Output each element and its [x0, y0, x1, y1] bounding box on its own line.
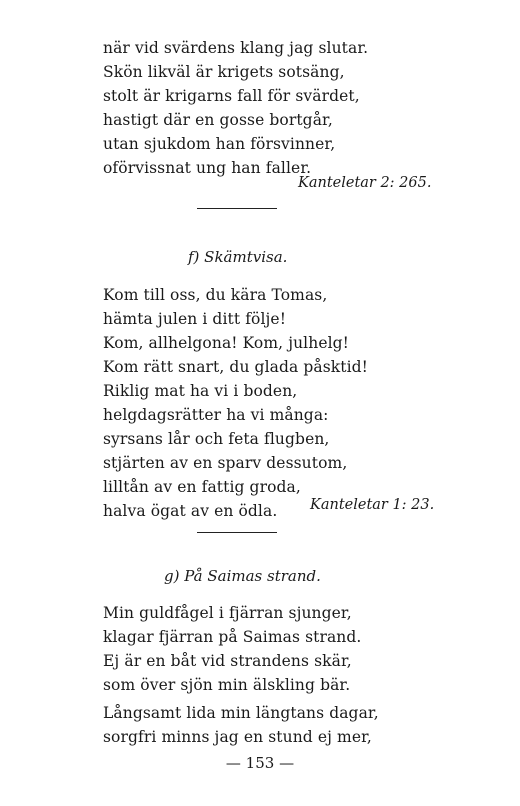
verse-line: halva ögat av en ödla. — [103, 502, 278, 520]
verse-line: lilltån av en fattig groda, — [103, 478, 301, 496]
verse-line: klagar fjärran på Saimas strand. — [103, 628, 362, 646]
verse-line: Riklig mat ha vi i boden, — [103, 382, 298, 400]
verse-line: Kom till oss, du kära Tomas, — [103, 286, 328, 304]
verse-line: utan sjukdom han försvinner, — [103, 135, 336, 153]
verse-line: oförvissnat ung han faller. — [103, 159, 312, 177]
verse-line: som över sjön min älskling bär. — [103, 676, 351, 694]
verse-line: Kom, allhelgona! Kom, julhelg! — [103, 334, 350, 352]
verse-line: Långsamt lida min längtans dagar, — [103, 704, 379, 722]
verse-line: Min guldfågel i fjärran sjunger, — [103, 604, 352, 622]
source-citation: Kanteletar 2: 265. — [298, 175, 432, 191]
verse-line: hastigt där en gosse bortgår, — [103, 111, 333, 129]
verse-line: hämta julen i ditt följe! — [103, 310, 287, 328]
verse-line: stjärten av en sparv dessutom, — [103, 454, 348, 472]
source-citation: Kanteletar 1: 23. — [310, 497, 435, 513]
verse-line: helgdagsrätter ha vi många: — [103, 406, 329, 424]
verse-line: när vid svärdens klang jag slutar. — [103, 39, 369, 57]
section-divider — [197, 532, 277, 533]
verse-line: Kom rätt snart, du glada påsktid! — [103, 358, 369, 376]
section-divider — [197, 208, 277, 209]
section-heading: g) På Saimas strand. — [164, 567, 321, 585]
verse-line: stolt är krigarns fall för svärdet, — [103, 87, 360, 105]
page-number: — 153 — — [225, 754, 295, 772]
verse-line: Skön likväl är krigets sotsäng, — [103, 63, 345, 81]
verse-line: sorgfri minns jag en stund ej mer, — [103, 728, 372, 746]
verse-line: syrsans lår och feta flugben, — [103, 430, 330, 448]
verse-line: Ej är en båt vid strandens skär, — [103, 652, 352, 670]
section-heading: f) Skämtvisa. — [188, 248, 288, 266]
